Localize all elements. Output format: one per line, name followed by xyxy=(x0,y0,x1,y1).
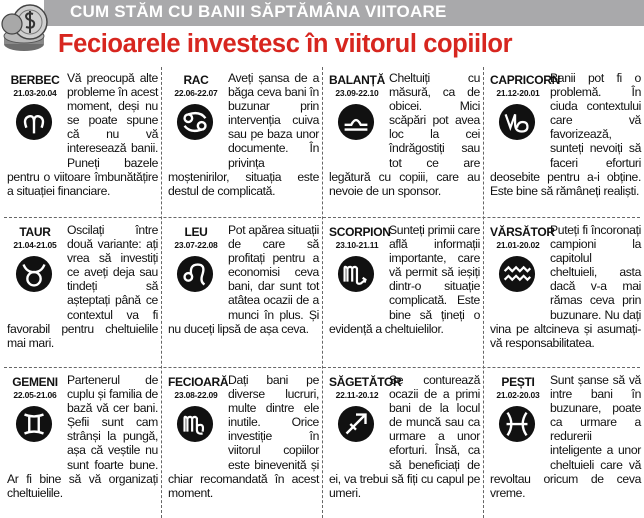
horoscope-scorpion xyxy=(329,222,483,372)
sign-text: Partenerul de cuplu și familia de bază vă cer bani. Șefii sunt cam strânși la pungă, așa că veștile nu sunt foarte bune. Ar fi bine să vă organizați cheltuielile. xyxy=(7,373,158,500)
sign-dates: 21.03-20.04 xyxy=(13,88,57,98)
sign-dates: 22.06-22.07 xyxy=(174,88,218,98)
sign-text: Se conturează ocazii de a primi bani de la locul de muncă sau ca urmare a unor eforturi. Însă, ca să beneficiați de ei, va trebui să fiți cu capul pe umeri. xyxy=(329,373,480,500)
horoscope-leu xyxy=(168,222,322,372)
sign-dates: 22.11-20.12 xyxy=(335,390,379,400)
horoscope-taur xyxy=(7,222,161,372)
sign-name: GEMENI xyxy=(12,375,58,389)
sign-text: Sunt șanse să vă intre bani în buzunare, poate ca urmare a redurerii inteligente a unor cheltuieli care vă revoltau oricum de ceva vreme. xyxy=(490,373,641,500)
horoscope-rac xyxy=(168,70,322,220)
sign-text: Puteți fi încoronați campioni la capitolul cheltuieli, asta dacă v-a mai rămas ceva prin buzunare. Nu dați vina pe altcineva și asumați-vă responsabilitatea. xyxy=(490,223,641,350)
coins-icon xyxy=(0,0,56,56)
sign-text: Cheltuiți cu măsură, ca de obicei. Mici scăpări pot avea loc la cei îndrăgostiți sau tot ce are legătură cu copiii, care au nevoie de un sponsor. xyxy=(329,71,480,198)
sign-dates: 23.08-22.09 xyxy=(174,390,218,400)
sign-dates: 21.02-20.03 xyxy=(496,390,540,400)
horoscope-gemeni xyxy=(7,372,161,518)
horoscope-varsator xyxy=(490,222,644,372)
horoscope-balanta xyxy=(329,70,483,220)
sign-name: TAUR xyxy=(19,225,51,239)
sign-name: RAC xyxy=(183,73,209,87)
sign-name: SCORPION xyxy=(329,225,391,239)
sign-name: CAPRICORN xyxy=(490,73,560,87)
horoscope-berbec xyxy=(7,70,161,220)
sign-dates: 21.12-20.01 xyxy=(496,88,540,98)
sign-dates: 23.09-22.10 xyxy=(335,88,379,98)
sign-dates: 21.01-20.02 xyxy=(496,240,540,250)
page-title: Fecioarele investesc în viitorul copiilor xyxy=(58,30,513,58)
sign-text: Oscilați între două variante: ați vrea să investiți ce aveți deja sau tindeți să așteptați până ce contextul va fi favorabil pentru cheltuielile mai mari. xyxy=(7,223,158,350)
horoscope-capricorn xyxy=(490,70,644,220)
sign-name: BALANȚĂ xyxy=(329,73,385,87)
sign-text: Aveți șansa de a băga ceva bani în buzunar prin intervenția cuiva sau pe baza unor documente. În privința moștenirilor, situația este destul de complicată. xyxy=(168,71,319,198)
sign-name: PEȘTI xyxy=(501,375,535,389)
sign-text: Pot apărea situații de care să profitați pentru a economisi ceva bani, dar sunt tot atâtea ocazii de a munci în plus. Și nu duceți lipsă de așa ceva. xyxy=(168,223,319,336)
sign-text: Sunteți primii care află informații importante, care vă permit să ieșiți dintr-o situație complicată. Este bine să țineți o evidență a cheltuielilor. xyxy=(329,223,480,336)
column-divider xyxy=(483,67,484,518)
sign-name: BERBEC xyxy=(10,73,60,87)
sign-text: Dați bani pe diverse lucruri, multe dintre ele inutile. Orice investiție în viitorul copiilor este binevenită și chiar recomandată în acest moment. xyxy=(168,373,319,500)
sign-dates: 22.05-21.06 xyxy=(13,390,57,400)
horoscope-sagetator xyxy=(329,372,483,518)
horoscope-fecioara xyxy=(168,372,322,518)
sign-dates: 23.10-21.11 xyxy=(335,240,379,250)
sign-name: FECIOARĂ xyxy=(168,375,229,389)
sign-name: VĂRSĂTOR xyxy=(490,225,555,239)
kicker-title: CUM STĂM CU BANII SĂPTĂMÂNA VIITOARE xyxy=(70,2,447,21)
sign-text: Vă preocupă alte probleme în acest moment, deși nu se poate spune că nu vă interesează banii. Puneți bazele pentru o viitoare îmbunătățire a situației financiare. xyxy=(7,71,158,198)
sign-text: Banii pot fi o problemă. În ciuda contextului care vă favorizează, sunteți nevoiți să faceri eforturi deosebite pentru a-i obține. Este bine să rămâneți realiști. xyxy=(490,71,641,198)
sign-name: LEU xyxy=(184,225,208,239)
column-divider xyxy=(161,67,162,518)
horoscope-pesti xyxy=(490,372,644,518)
header-banner xyxy=(44,0,644,26)
sign-dates: 23.07-22.08 xyxy=(174,240,218,250)
sign-name: SĂGETĂTOR xyxy=(329,375,402,389)
column-divider xyxy=(322,67,323,518)
sign-dates: 21.04-21.05 xyxy=(13,240,57,250)
